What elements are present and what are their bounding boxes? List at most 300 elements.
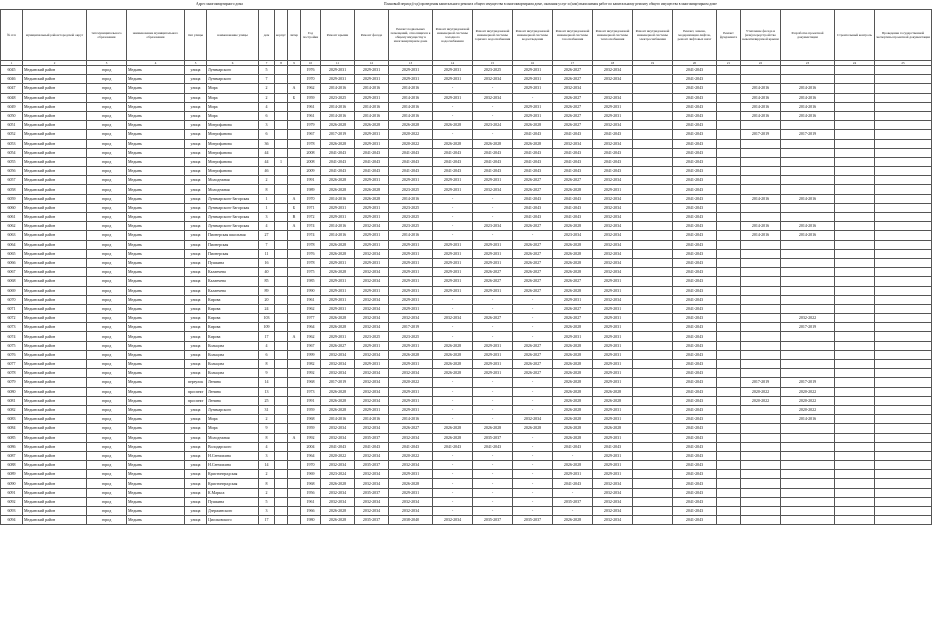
table-cell: 9 — [259, 424, 275, 433]
table-cell — [835, 507, 875, 516]
table-cell — [835, 167, 875, 176]
table-cell: 2026-2028 — [389, 350, 433, 359]
table-cell: 2029-2031 — [513, 66, 553, 75]
table-cell — [275, 369, 288, 378]
table-cell: - — [473, 102, 513, 111]
table-cell — [875, 369, 932, 378]
table-cell: 2032-2034 — [433, 516, 473, 525]
table-cell: - — [433, 213, 473, 222]
table-cell — [781, 66, 835, 75]
table-cell: Медынь — [127, 433, 185, 442]
column-number: 2 — [23, 61, 87, 66]
table-cell — [781, 75, 835, 84]
table-cell: 2026-2028 — [553, 258, 593, 267]
table-cell — [835, 350, 875, 359]
table-cell: 2029-2031 — [321, 332, 355, 341]
table-cell: 2041-2043 — [389, 157, 433, 166]
table-cell: Медынь — [127, 121, 185, 130]
table-cell: 2026-2027 — [513, 185, 553, 194]
table-cell: 2041-2043 — [673, 433, 717, 442]
table-cell: 2008 — [301, 148, 321, 157]
table-cell: 1962 — [301, 304, 321, 313]
table-cell: 2041-2043 — [673, 185, 717, 194]
table-cell: город — [87, 461, 127, 470]
table-cell: 7 — [259, 240, 275, 249]
table-cell: город — [87, 111, 127, 120]
table-cell: Кирова — [207, 295, 259, 304]
table-cell — [781, 240, 835, 249]
table-cell: Луначарского — [207, 75, 259, 84]
table-cell: 2032-2034 — [355, 479, 389, 488]
table-cell: 2026-2027 — [513, 240, 553, 249]
table-cell: улица — [185, 433, 207, 442]
table-cell: 1968 — [301, 378, 321, 387]
table-cell — [741, 240, 781, 249]
table-cell: 2041-2043 — [433, 442, 473, 451]
table-cell: Митрофанова — [207, 157, 259, 166]
table-cell — [875, 350, 932, 359]
table-cell — [275, 203, 288, 212]
table-cell: - — [433, 231, 473, 240]
table-cell — [633, 369, 673, 378]
table-cell — [717, 84, 741, 93]
table-cell — [633, 479, 673, 488]
table-cell — [633, 341, 673, 350]
table-cell: 2026-2027 — [553, 304, 593, 313]
table-cell — [717, 497, 741, 506]
table-cell: - — [473, 84, 513, 93]
table-cell: город — [87, 194, 127, 203]
table-cell — [835, 341, 875, 350]
table-cell — [717, 488, 741, 497]
table-cell — [875, 111, 932, 120]
table-cell: 1970 — [301, 461, 321, 470]
table-cell: Луначарского — [207, 405, 259, 414]
table-cell: 2029-2031 — [321, 277, 355, 286]
table-cell: - — [513, 470, 553, 479]
table-cell: 2029-2031 — [389, 341, 433, 350]
table-cell: 2026-2028 — [355, 121, 389, 130]
table-cell: 6082 — [1, 405, 23, 414]
table-cell: 1991 — [301, 176, 321, 185]
table-cell: - — [513, 332, 553, 341]
table-cell: 2026-2028 — [433, 121, 473, 130]
table-cell: - — [473, 387, 513, 396]
table-cell: 1980 — [301, 516, 321, 525]
table-cell — [275, 295, 288, 304]
table-cell: Медынь — [127, 442, 185, 451]
table-cell: 17 — [259, 332, 275, 341]
table-cell: Медынь — [127, 461, 185, 470]
table-cell — [741, 185, 781, 194]
table-cell — [875, 470, 932, 479]
table-cell: 6055 — [1, 157, 23, 166]
table-cell: 2032-2034 — [593, 213, 633, 222]
table-cell — [875, 130, 932, 139]
table-cell: Медынский район — [23, 405, 87, 414]
table-cell: 85 — [259, 277, 275, 286]
table-cell: 1990 — [301, 286, 321, 295]
table-cell: Медынский район — [23, 249, 87, 258]
table-cell: 2032-2034 — [593, 231, 633, 240]
table-cell: 2032-2034 — [355, 369, 389, 378]
table-cell: 2041-2043 — [673, 323, 717, 332]
table-cell: - — [513, 497, 553, 506]
table-cell: 2029-2031 — [433, 258, 473, 267]
table-cell: 2029-2031 — [355, 75, 389, 84]
table-cell: 2029-2031 — [321, 286, 355, 295]
table-cell: - — [473, 332, 513, 341]
table-cell: 2014-2016 — [741, 93, 781, 102]
table-cell — [835, 488, 875, 497]
table-cell: город — [87, 424, 127, 433]
table-cell: 1966 — [301, 507, 321, 516]
table-cell: город — [87, 314, 127, 323]
table-cell: Володарского — [207, 442, 259, 451]
table-cell: 2041-2043 — [673, 111, 717, 120]
table-cell — [717, 194, 741, 203]
table-cell: 2029-2031 — [593, 314, 633, 323]
table-cell: Н.Сенчихина — [207, 461, 259, 470]
table-cell: город — [87, 240, 127, 249]
table-cell: 2029-2031 — [389, 405, 433, 414]
table-cell: Медынский район — [23, 479, 87, 488]
table-cell: улица — [185, 304, 207, 313]
table-cell: 2041-2043 — [673, 295, 717, 304]
table-cell: улица — [185, 360, 207, 369]
table-cell — [835, 130, 875, 139]
table-cell: 2032-2034 — [593, 93, 633, 102]
table-cell: Митрофанова — [207, 130, 259, 139]
table-cell — [741, 341, 781, 350]
table-cell: 2032-2034 — [321, 369, 355, 378]
table-cell: 25 — [259, 396, 275, 405]
table-cell: 2026-2028 — [433, 139, 473, 148]
table-cell: Медынский район — [23, 369, 87, 378]
table-cell — [275, 479, 288, 488]
table-cell — [741, 424, 781, 433]
table-row — [1, 203, 932, 212]
table-cell — [717, 323, 741, 332]
table-cell: 2041-2043 — [673, 405, 717, 414]
table-cell: Дзержинского — [207, 507, 259, 516]
table-cell: город — [87, 222, 127, 231]
table-cell: 2041-2043 — [321, 442, 355, 451]
table-cell: Луначарского-Загорская — [207, 194, 259, 203]
table-cell: улица — [185, 213, 207, 222]
table-cell: А — [288, 332, 301, 341]
table-cell: 1968 — [301, 479, 321, 488]
table-cell: 2032-2034 — [355, 314, 389, 323]
table-cell: 2032-2034 — [321, 360, 355, 369]
table-cell — [781, 369, 835, 378]
table-cell: Медынский район — [23, 130, 87, 139]
table-cell: - — [473, 323, 513, 332]
table-cell: Кольцова — [207, 360, 259, 369]
table-cell: - — [473, 488, 513, 497]
table-cell — [875, 240, 932, 249]
table-cell: 2032-2034 — [593, 75, 633, 84]
table-cell: город — [87, 268, 127, 277]
table-cell: - — [433, 102, 473, 111]
table-cell — [741, 157, 781, 166]
table-cell — [875, 387, 932, 396]
table-cell: Медынский район — [23, 66, 87, 75]
table-cell — [633, 323, 673, 332]
table-cell: 2029-2031 — [389, 387, 433, 396]
table-cell — [633, 203, 673, 212]
table-cell: 9 — [259, 369, 275, 378]
table-cell: 31 — [259, 405, 275, 414]
table-cell — [875, 231, 932, 240]
column-header: тип муниципального образования — [87, 10, 127, 61]
table-cell: 1974 — [301, 222, 321, 231]
table-cell — [717, 286, 741, 295]
table-cell — [875, 497, 932, 506]
table-cell: 6064 — [1, 240, 23, 249]
table-cell — [741, 442, 781, 451]
table-cell: 2014-2016 — [781, 222, 835, 231]
table-cell: 2029-2031 — [389, 75, 433, 84]
table-cell — [633, 139, 673, 148]
table-cell: 2029-2031 — [593, 102, 633, 111]
table-cell: 2014-2016 — [741, 111, 781, 120]
table-cell — [875, 222, 932, 231]
period-group-caption: Плановый период (год) проведения капитального ремонта общего имущества в многоквартирном доме, оказания услуг и (или) выполнения работ по капитальному ремонту общего имущества в многоквартирном доме — [384, 2, 717, 6]
table-cell: 2 — [259, 488, 275, 497]
table-cell: 2041-2043 — [321, 167, 355, 176]
column-header: наименование улицы — [207, 10, 259, 61]
table-cell: Медынь — [127, 360, 185, 369]
table-cell: город — [87, 148, 127, 157]
table-cell — [835, 442, 875, 451]
table-cell: 2032-2034 — [593, 203, 633, 212]
table-row — [1, 111, 932, 120]
table-cell: 2032-2034 — [355, 497, 389, 506]
table-row — [1, 488, 932, 497]
table-cell — [288, 167, 301, 176]
table-cell: улица — [185, 66, 207, 75]
table-cell: 1989 — [301, 185, 321, 194]
table-cell: 2026-2027 — [473, 277, 513, 286]
table-cell: город — [87, 442, 127, 451]
table-cell: 2 — [259, 93, 275, 102]
table-cell: Медынь — [127, 148, 185, 157]
table-cell: 2026-2027 — [513, 258, 553, 267]
table-cell — [288, 176, 301, 185]
table-cell: 2035-2037 — [473, 516, 513, 525]
table-cell: 2020-2022 — [389, 451, 433, 460]
table-cell: 2041-2043 — [673, 93, 717, 102]
table-cell — [717, 405, 741, 414]
table-cell — [835, 378, 875, 387]
table-cell: Медынь — [127, 268, 185, 277]
table-cell: 2032-2034 — [355, 507, 389, 516]
table-cell: улица — [185, 268, 207, 277]
table-cell: 44 — [259, 148, 275, 157]
column-number: 11 — [321, 61, 355, 66]
table-cell: улица — [185, 157, 207, 166]
table-cell: 2026-2027 — [553, 102, 593, 111]
table-cell: улица — [185, 75, 207, 84]
table-cell: 2023-2025 — [355, 332, 389, 341]
table-cell — [275, 497, 288, 506]
table-cell: 2020-2022 — [389, 139, 433, 148]
table-cell: 2014-2016 — [355, 415, 389, 424]
table-cell: 2032-2034 — [513, 415, 553, 424]
table-cell: 2017-2019 — [741, 130, 781, 139]
table-cell: 6076 — [1, 350, 23, 359]
table-cell: 2041-2043 — [553, 442, 593, 451]
table-cell: 6052 — [1, 130, 23, 139]
table-cell: - — [513, 231, 553, 240]
table-cell — [835, 222, 875, 231]
table-cell: 2026-2028 — [553, 369, 593, 378]
table-cell: 1978 — [301, 240, 321, 249]
table-cell — [835, 148, 875, 157]
table-cell: 2041-2043 — [673, 479, 717, 488]
table-cell: Кирова — [207, 323, 259, 332]
table-cell — [633, 497, 673, 506]
table-cell: Митрофанова — [207, 121, 259, 130]
table-cell — [288, 121, 301, 130]
table-cell: А — [288, 194, 301, 203]
table-cell: 2029-2031 — [355, 66, 389, 75]
table-cell: 6048 — [1, 93, 23, 102]
table-cell: 2041-2043 — [513, 130, 553, 139]
table-cell: 2041-2043 — [673, 258, 717, 267]
table-cell: 2017-2019 — [741, 378, 781, 387]
table-cell: 2041-2043 — [553, 213, 593, 222]
column-number: 1 — [1, 61, 23, 66]
table-cell: 2026-2027 — [553, 176, 593, 185]
table-cell: Пионерская — [207, 240, 259, 249]
table-row — [1, 350, 932, 359]
table-cell: Медынский район — [23, 488, 87, 497]
table-cell: 2014-2016 — [781, 102, 835, 111]
table-cell: 2026-2027 — [513, 341, 553, 350]
table-cell: - — [473, 111, 513, 120]
table-cell: 2041-2043 — [673, 488, 717, 497]
table-cell — [875, 185, 932, 194]
table-cell — [275, 451, 288, 460]
table-cell — [633, 387, 673, 396]
table-cell — [275, 461, 288, 470]
table-cell: Медынь — [127, 369, 185, 378]
table-cell: - — [473, 479, 513, 488]
table-cell: 2029-2031 — [433, 66, 473, 75]
table-cell: - — [433, 479, 473, 488]
table-cell: 4 — [259, 442, 275, 451]
table-cell: 2029-2031 — [433, 240, 473, 249]
column-header: Проведение государственной экспертизы проектной документации — [875, 10, 932, 61]
table-cell: 6090 — [1, 479, 23, 488]
table-cell: 2041-2043 — [673, 360, 717, 369]
table-cell: 6091 — [1, 488, 23, 497]
table-cell: - — [473, 396, 513, 405]
table-cell: 2026-2028 — [593, 396, 633, 405]
table-cell: 2014-2016 — [781, 111, 835, 120]
table-cell — [717, 203, 741, 212]
table-cell — [875, 405, 932, 414]
table-cell: 2023-2034 — [553, 231, 593, 240]
table-cell: 1969 — [301, 470, 321, 479]
column-number: 6 — [207, 61, 259, 66]
table-row — [1, 461, 932, 470]
table-cell — [835, 277, 875, 286]
table-cell: 2029-2031 — [355, 360, 389, 369]
table-cell: - — [433, 396, 473, 405]
table-row — [1, 185, 932, 194]
table-cell: 2032-2034 — [593, 488, 633, 497]
table-cell — [781, 424, 835, 433]
table-cell: 2041-2043 — [673, 213, 717, 222]
table-cell: - — [513, 451, 553, 460]
table-row — [1, 378, 932, 387]
table-cell — [717, 451, 741, 460]
table-cell: Медынь — [127, 415, 185, 424]
table-cell: 2041-2043 — [513, 213, 553, 222]
table-cell: 2041-2043 — [513, 203, 553, 212]
table-cell — [288, 258, 301, 267]
table-cell: улица — [185, 249, 207, 258]
table-cell: 2032-2034 — [389, 497, 433, 506]
table-cell: 2014-2016 — [781, 93, 835, 102]
table-cell — [717, 176, 741, 185]
table-cell: Медынский район — [23, 148, 87, 157]
column-number: 23 — [781, 61, 835, 66]
table-cell: улица — [185, 194, 207, 203]
table-cell: улица — [185, 93, 207, 102]
table-cell: город — [87, 93, 127, 102]
table-row — [1, 295, 932, 304]
table-cell — [835, 369, 875, 378]
table-cell: - — [513, 405, 553, 414]
table-cell: 2029-2031 — [593, 341, 633, 350]
table-cell: 2032-2034 — [593, 479, 633, 488]
table-cell: 2029-2031 — [321, 66, 355, 75]
table-cell — [741, 332, 781, 341]
table-cell — [288, 516, 301, 525]
table-cell — [835, 268, 875, 277]
table-cell: Медынский район — [23, 304, 87, 313]
table-cell — [835, 314, 875, 323]
table-cell: город — [87, 332, 127, 341]
table-cell — [781, 479, 835, 488]
table-cell — [288, 130, 301, 139]
table-cell — [717, 507, 741, 516]
table-cell: 2026-2027 — [513, 176, 553, 185]
table-cell: 2026-2028 — [433, 369, 473, 378]
table-cell — [741, 507, 781, 516]
table-cell — [875, 433, 932, 442]
table-cell — [275, 277, 288, 286]
table-cell: 2020-2022 — [741, 387, 781, 396]
table-cell: 6050 — [1, 111, 23, 120]
table-cell: 2041-2043 — [673, 222, 717, 231]
table-cell — [835, 84, 875, 93]
table-cell: улица — [185, 167, 207, 176]
table-cell: 2026-2028 — [321, 507, 355, 516]
table-cell: 2029-2031 — [389, 396, 433, 405]
table-cell: 46 — [259, 167, 275, 176]
table-cell — [875, 507, 932, 516]
table-cell: 2026-2028 — [553, 424, 593, 433]
table-cell: улица — [185, 258, 207, 267]
table-cell: В — [288, 213, 301, 222]
table-cell: Молодежная — [207, 185, 259, 194]
table-cell — [288, 157, 301, 166]
